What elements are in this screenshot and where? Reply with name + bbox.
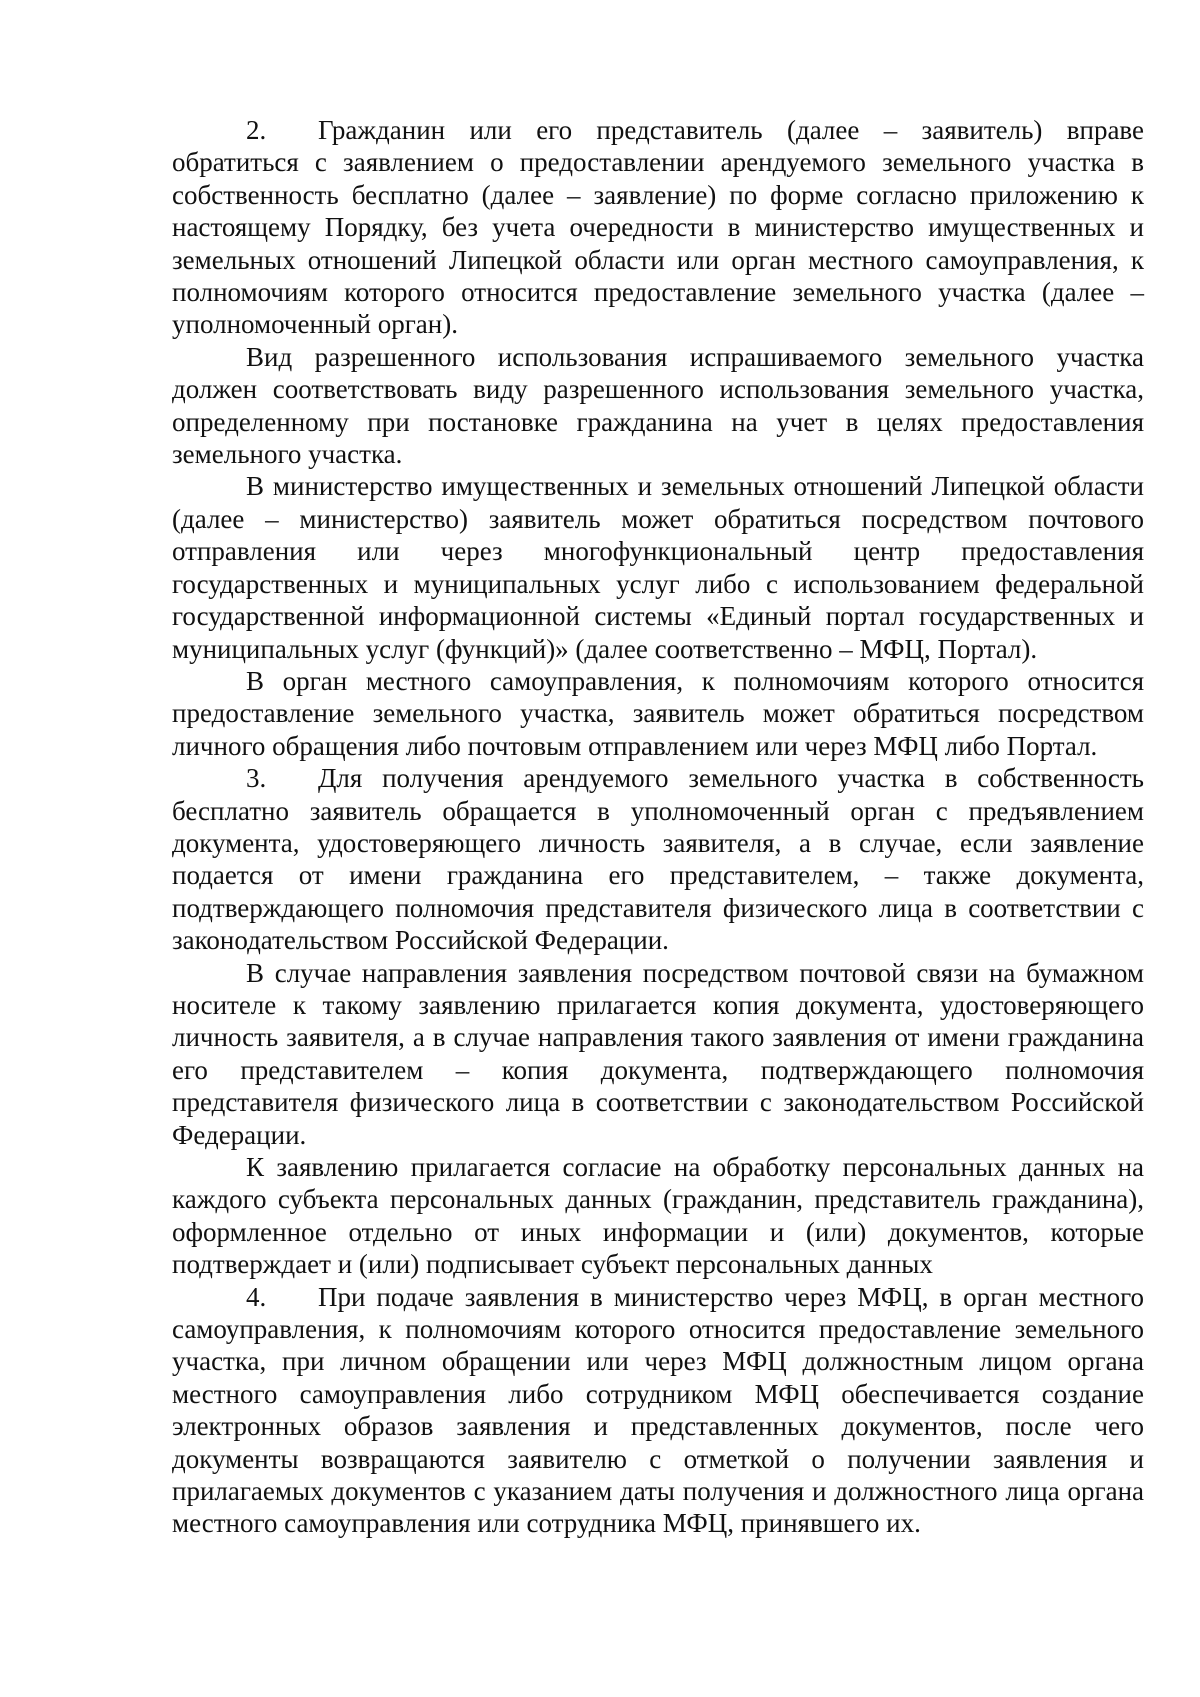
paragraph bbox=[172, 470, 1144, 664]
paragraph-text: В случае направления заявления посредством почтовой связи на бумажном носителе к такому заявлению прилагается копия документа, удостоверяющего личность заявителя, а в случае направления такого заявления от имени гражданина его представителем – копия документа, подтверждающего полномочия представителя физического лица в соответствии с законодательством Российской Федерации. bbox=[172, 957, 1144, 1150]
paragraph bbox=[172, 957, 1144, 1151]
paragraph-text: В орган местного самоуправления, к полномочиям которого относится предоставление земельного участка, заявитель может обратиться посредством личного обращения либо почтовым отправлением или через МФЦ либо Портал. bbox=[172, 665, 1144, 761]
paragraph-text: Вид разрешенного использования испрашиваемого земельного участка должен соответствовать виду разрешенного использования земельного участка, определенному при постановке гражданина на учет в целях предоставления земельного участка. bbox=[172, 341, 1144, 470]
paragraph-text: К заявлению прилагается согласие на обработку персональных данных на каждого субъекта персональных данных (гражданин, представитель гражданина), оформленное отдельно от иных информации и (или) документов, которые подтверждает и (или) подписывает субъект персональных данных bbox=[172, 1152, 1144, 1280]
paragraph-text: Гражданин или его представитель (далее – заявитель) вправе обратиться с заявлением о предоставлении арендуемого земельного участка в собственность бесплатно (далее – заявление) по форме согласно приложению к настоящему Порядку, без учета очередности в министерство имущественных и земельных отношений Липецкой области или орган местного самоуправления, к полномочиям которого относится предоставление земельного участка (далее – уполномоченный орган). bbox=[172, 115, 1144, 340]
paragraph-text: Для получения арендуемого земельного участка в собственность бесплатно заявитель обращается в уполномоченный орган с предъявлением документа, удостоверяющего личность заявителя, а в случае, если заявление подается от имени гражданина его представителем, – также документа, подтверждающего полномочия представителя физического лица в соответствии с законодательством Российской Федерации. bbox=[172, 763, 1144, 956]
paragraph-3 bbox=[172, 762, 1144, 956]
paragraph bbox=[172, 665, 1144, 762]
paragraph-4 bbox=[172, 1281, 1144, 1540]
document-body bbox=[172, 114, 1144, 1540]
paragraph-number: 4. bbox=[246, 1281, 267, 1312]
paragraph-text: При подаче заявления в министерство через МФЦ, в орган местного самоуправления, к полномочиям которого относится предоставление земельного участка, при личном обращении или через МФЦ должностным лицом органа местного самоуправления либо сотрудником МФЦ обеспечивается создание электронных образов заявления и представленных документов, после чего документы возвращаются заявителю с отметкой о получении заявления и прилагаемых документов с указанием даты получения и должностного лица органа местного самоуправления или сотрудника МФЦ, принявшего их. bbox=[172, 1281, 1144, 1539]
paragraph-number: 2. bbox=[246, 115, 267, 145]
paragraph-number: 3. bbox=[246, 763, 267, 794]
paragraph bbox=[172, 1151, 1144, 1281]
paragraph bbox=[172, 341, 1144, 471]
paragraph-text: В министерство имущественных и земельных отношений Липецкой области (далее – министерство) заявитель может обратиться посредством почтового отправления или через многофункциональный центр предоставления государственных и муниципальных услуг либо с использованием федеральной государственной информационной системы «Единый портал государственных и муниципальных услуг (функций)» (далее соответственно – МФЦ, Портал). bbox=[172, 471, 1144, 664]
paragraph-2 bbox=[172, 114, 1144, 341]
